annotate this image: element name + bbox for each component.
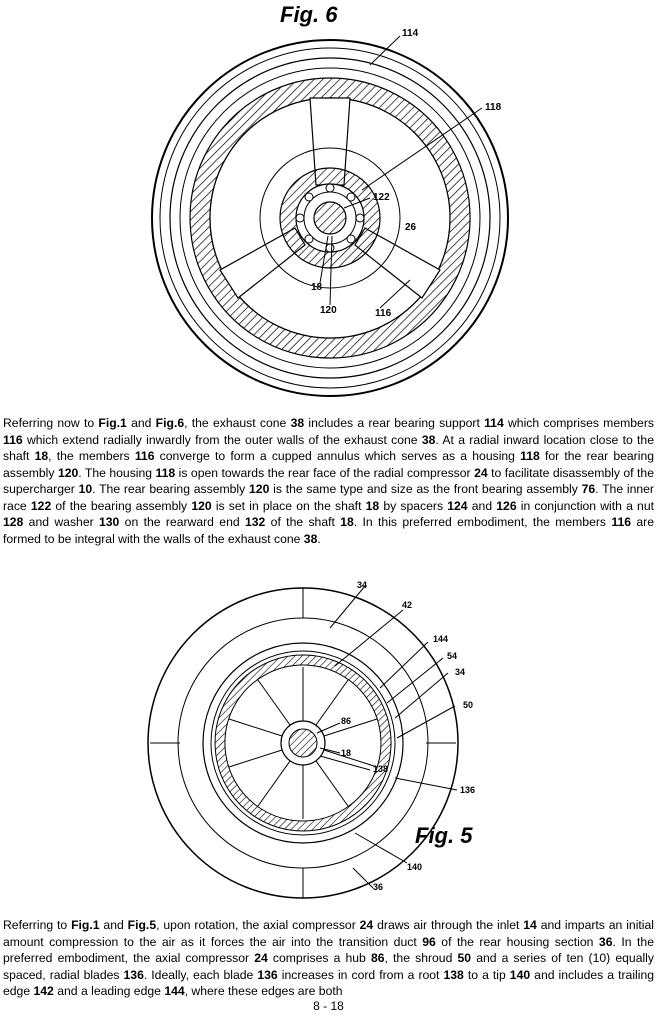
figure-5-label: 18 [341, 748, 352, 758]
bold-reference: 124 [447, 498, 468, 513]
bold-reference: 36 [598, 934, 613, 949]
text-run: on the rearward end [119, 515, 245, 530]
bold-reference: 38 [303, 531, 318, 546]
figure-6-label: 122 [373, 192, 390, 203]
figure-5-label: 50 [463, 700, 474, 710]
figure-5-label: 140 [407, 862, 423, 872]
text-run: , the shroud [384, 951, 458, 966]
text-run: . The housing [78, 465, 156, 480]
text-run: and a leading edge [53, 984, 165, 999]
bold-reference: 76 [581, 482, 596, 497]
text-run: draws air through the inlet [373, 918, 524, 933]
figure-5 [125, 578, 525, 908]
bold-reference: 18 [365, 498, 380, 513]
text-run: , the members [48, 449, 135, 464]
text-run: to a tip [463, 967, 510, 982]
figure-6-label: 114 [402, 28, 419, 39]
figure-5-label: 42 [402, 600, 413, 610]
text-run: which comprises members [503, 416, 654, 431]
figure-6-title: Fig. 6 [280, 2, 338, 27]
figure-5-label: 34 [455, 667, 466, 677]
text-run: by spacers [379, 498, 448, 513]
bold-reference: 138 [443, 967, 464, 982]
text-run: of the bearing assembly [51, 498, 192, 513]
bold-reference: 128 [3, 515, 24, 530]
figure-5-title: Fig. 5 [415, 823, 473, 848]
bold-reference: 18 [340, 515, 354, 530]
bold-reference: 38 [421, 432, 436, 447]
text-run: . [317, 531, 321, 546]
bold-reference: Fig.6 [155, 416, 185, 431]
text-run: to facilitate disassembly of the supercharger [3, 465, 654, 497]
bold-reference: 38 [290, 416, 305, 431]
figure-5-label: 54 [447, 651, 458, 661]
text-run: Referring to [3, 918, 72, 933]
text-run: . In the preferred embodiment, the axial compressor [3, 934, 654, 966]
bold-reference: 120 [57, 465, 79, 480]
bold-reference: 24 [474, 465, 488, 480]
text-run: and includes a trailing edge [3, 967, 655, 999]
figure-5-drawing [125, 578, 525, 908]
text-run: , upon rotation, the axial compressor [156, 918, 360, 933]
bold-reference: 120 [249, 482, 270, 497]
figure-6-label: 118 [485, 102, 502, 113]
figure-6-label: 120 [320, 305, 337, 316]
text-run: . At a radial inward location close to the shaft [3, 432, 654, 464]
bold-reference: 18 [34, 449, 49, 464]
bold-reference: 114 [484, 416, 504, 431]
text-run: and [467, 498, 497, 513]
text-run: . The rear bearing assembly [92, 482, 250, 497]
page-number: 8 - 18 [313, 999, 344, 1013]
bold-reference: 116 [3, 432, 23, 447]
bold-reference: 122 [30, 498, 52, 513]
bold-reference: 136 [257, 967, 278, 982]
figure-5-label: 36 [373, 882, 384, 892]
text-run: is open towards the rear face of the radial compressor [175, 465, 475, 480]
text-run: comprises a hub [267, 951, 371, 966]
bold-reference: 132 [244, 515, 266, 530]
bold-reference: Fig.1 [98, 416, 127, 431]
bold-reference: 14 [523, 918, 537, 933]
figure-5-label: 144 [433, 634, 449, 644]
text-run: . Ideally, each blade [143, 967, 258, 982]
bold-reference: Fig.1 [71, 918, 100, 933]
bold-reference: 24 [359, 918, 374, 933]
text-run: and imparts an initial amount compression to the air as it forces the air into the transition duct [3, 918, 654, 949]
text-run: includes a rear bearing support [304, 416, 485, 431]
figure-5-label: 86 [341, 716, 352, 726]
text-run: is the same type and size as the front bearing assembly [269, 482, 582, 497]
bold-reference: 96 [422, 934, 436, 949]
figure-6-label: 26 [405, 222, 417, 233]
bold-reference: 144 [164, 984, 185, 999]
text-run: converge to form a cupped annulus which serves as a housing [154, 449, 521, 464]
bold-reference: Fig.5 [127, 918, 157, 933]
figure-6 [130, 0, 530, 400]
text-run: increases in cord from a root [277, 967, 444, 982]
text-run: which extend radially inwardly from the outer walls of the exhaust cone [22, 432, 422, 447]
text-run: and washer [23, 515, 99, 530]
bold-reference: 130 [99, 515, 120, 530]
bold-reference: 120 [191, 498, 212, 513]
bold-reference: 118 [520, 449, 540, 464]
paragraph-1 [3, 415, 654, 547]
paragraph-2 [3, 917, 654, 1000]
bold-reference: 118 [155, 465, 176, 480]
bold-reference: 126 [496, 498, 517, 513]
bold-reference: 116 [611, 515, 632, 530]
bold-reference: 116 [134, 449, 155, 464]
text-run: , the exhaust cone [184, 416, 291, 431]
bold-reference: 140 [509, 967, 531, 982]
text-run: of the shaft [265, 515, 341, 530]
figure-6-label: 116 [375, 308, 392, 319]
text-run: in conjunction with a nut [516, 498, 654, 513]
bold-reference: 10 [78, 482, 93, 497]
text-run: . The inner race [3, 482, 654, 513]
text-run: , where these edges are both [184, 984, 343, 999]
text-run: . In this preferred embodiment, the members [353, 515, 612, 530]
bold-reference: 136 [123, 967, 144, 982]
text-run: and a series of ten (10) equally spaced, radial blades [3, 951, 654, 982]
figure-6-label: 18 [311, 282, 323, 293]
bold-reference: 50 [457, 951, 472, 966]
text-run: of the rear housing section [435, 934, 599, 949]
bold-reference: 24 [254, 951, 268, 966]
figure-5-label: 136 [460, 785, 476, 795]
figure-5-label: 138 [373, 764, 389, 774]
figure-6-drawing [130, 0, 530, 400]
text-run: and [99, 918, 128, 933]
text-run: is set in place on the shaft [211, 498, 366, 513]
text-run: Referring now to [3, 416, 99, 431]
bold-reference: 142 [33, 984, 54, 999]
bold-reference: 86 [370, 951, 385, 966]
figure-5-label: 34 [357, 580, 368, 590]
text-run: are formed to be integral with the walls of the exhaust cone [3, 515, 654, 546]
text-run: and [126, 416, 156, 431]
text-run: for the rear bearing assembly [3, 449, 655, 480]
